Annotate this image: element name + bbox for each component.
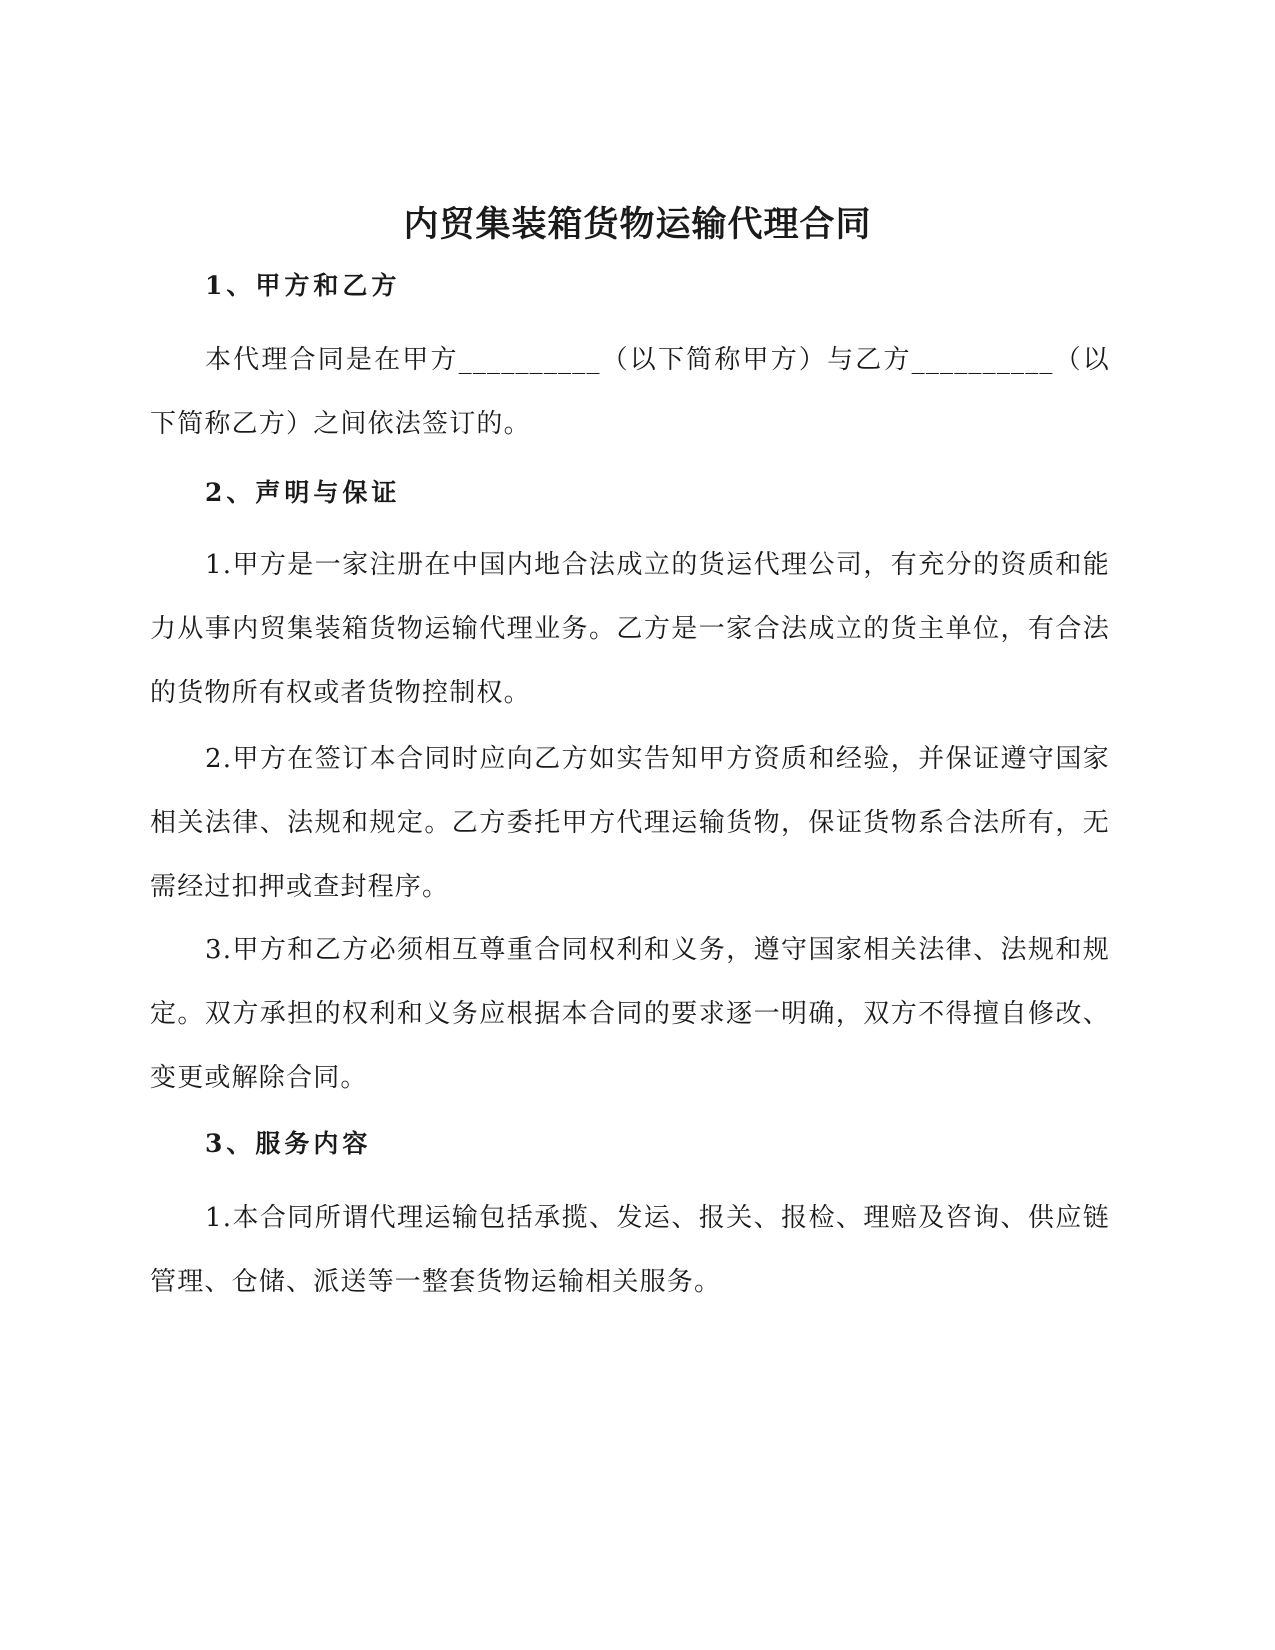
section-heading-services: 3、服务内容 [205,1129,372,1158]
section-heading-declarations: 2、声明与保证 [205,478,401,507]
paragraph-services-1: 1.本合同所谓代理运输包括承揽、发运、报关、报检、理赔及咨询、供应链管理、仓储、派送等一整套货物运输相关服务。 [150,1203,1110,1297]
paragraph-declaration-3: 3.甲方和乙方必须相互尊重合同权利和义务，遵守国家相关法律、法规和规定。双方承担的权利和义务应根据本合同的要求逐一明确，双方不得擅自修改、变更或解除合同。 [150,935,1110,1093]
paragraph-declaration-1: 1.甲方是一家注册在中国内地合法成立的货运代理公司，有充分的资质和能力从事内贸集装箱货物运输代理业务。乙方是一家合法成立的货主单位，有合法的货物所有权或者货物控制权。 [150,550,1110,708]
paragraph-declaration-2: 2.甲方在签订本合同时应向乙方如实告知甲方资质和经验，并保证遵守国家相关法律、法规和规定。乙方委托甲方代理运输货物，保证货物系合法所有，无需经过扣押或查封程序。 [150,744,1110,902]
paragraph-parties: 本代理合同是在甲方__________（以下简称甲方）与乙方__________（以下简称乙方）之间依法签订的。 [150,345,1110,439]
document-title: 内贸集装箱货物运输代理合同 [403,205,872,245]
section-heading-parties: 1、甲方和乙方 [205,271,401,300]
